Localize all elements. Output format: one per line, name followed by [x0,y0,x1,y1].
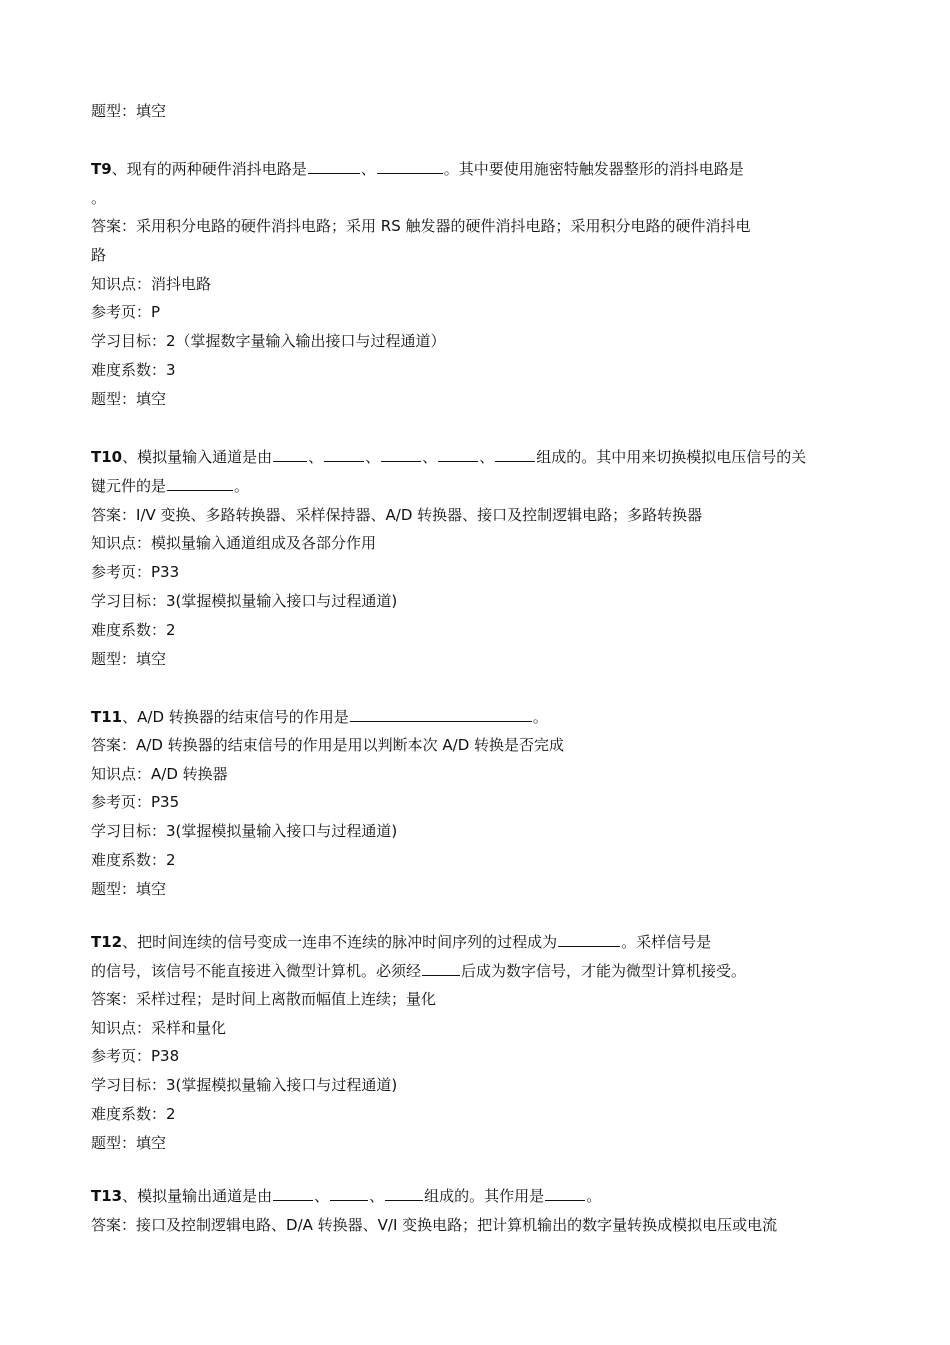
answer: 答案：采用积分电路的硬件消抖电路；采用 RS 触发器的硬件消抖电路；采用积分电路的硬件消抖电 [91,217,751,235]
question-id: T9 [91,160,112,178]
difficulty: 难度系数：2 [91,1105,176,1123]
blank [273,447,307,462]
knowledge-point: 知识点：A/D 转换器 [91,765,228,783]
question-id: T12 [91,933,123,951]
question-T9: T9、现有的两种硬件消抖电路是 、 。其中要使用施密特触发器整形的消抖电路是 [91,160,744,178]
answer: 答案：I/V 变换、多路转换器、采样保持器、A/D 转换器、接口及控制逻辑电路；多路转换器 [91,506,703,524]
blank [438,447,478,462]
question-T12: T12、把时间连续的信号变成一连串不连续的脉冲时间序列的过程成为 。采样信号是 [91,933,712,951]
difficulty: 难度系数：2 [91,621,176,639]
difficulty: 难度系数：3 [91,361,176,379]
answer: 答案：A/D 转换器的结束信号的作用是用以判断本次 A/D 转换是否完成 [91,736,565,754]
knowledge-point: 知识点：消抖电路 [91,275,212,293]
learning-goal: 学习目标：3(掌握模拟量输入接口与过程通道) [91,1076,398,1094]
answer: 答案：采样过程；是时间上离散而幅值上连续；量化 [91,990,437,1008]
question-text-cont: 键元件的是 。 [91,477,250,495]
blank [558,932,620,947]
knowledge-point: 知识点：采样和量化 [91,1019,227,1037]
question-type: 题型：填空 [91,1134,167,1152]
blank [167,476,233,491]
reference-page: 参考页：P [91,303,161,321]
question-text-cont: 。 [91,189,107,207]
answer-cont: 路 [91,246,107,264]
question-id: T11 [91,708,123,726]
reference-page: 参考页：P33 [91,563,180,581]
question-type: 题型：填空 [91,102,167,120]
question-T10: T10、模拟量输入通道是由 、 、 、 、 组成的。其中用来切换模拟电压信号的关 [91,448,807,466]
blank [330,1186,368,1201]
answer: 答案：接口及控制逻辑电路、D/A 转换器、V/I 变换电路；把计算机输出的数字量转换成模拟电压或电流 [91,1216,778,1234]
learning-goal: 学习目标：2（掌握数字量输入输出接口与过程通道） [91,332,446,350]
difficulty: 难度系数：2 [91,851,176,869]
blank [350,707,532,722]
reference-page: 参考页：P38 [91,1047,180,1065]
question-text-cont: 的信号，该信号不能直接进入微型计算机。必须经 后成为数字信号，才能为微型计算机接受。 [91,962,747,980]
question-id: T10 [91,448,123,466]
blank [324,447,364,462]
blank [545,1186,585,1201]
question-T11: T11、A/D 转换器的结束信号的作用是 。 [91,708,548,726]
blank [273,1186,313,1201]
question-T13: T13、模拟量输出通道是由 、 、 组成的。其作用是 。 [91,1187,602,1205]
blank [308,159,360,174]
blank [422,961,460,976]
blank [385,1186,423,1201]
blank [377,159,443,174]
knowledge-point: 知识点：模拟量输入通道组成及各部分作用 [91,534,377,552]
blank [495,447,535,462]
blank [381,447,421,462]
learning-goal: 学习目标：3(掌握模拟量输入接口与过程通道) [91,592,398,610]
question-id: T13 [91,1187,123,1205]
question-type: 题型：填空 [91,880,167,898]
reference-page: 参考页：P35 [91,793,180,811]
question-type: 题型：填空 [91,390,167,408]
learning-goal: 学习目标：3(掌握模拟量输入接口与过程通道) [91,822,398,840]
question-type: 题型：填空 [91,650,167,668]
